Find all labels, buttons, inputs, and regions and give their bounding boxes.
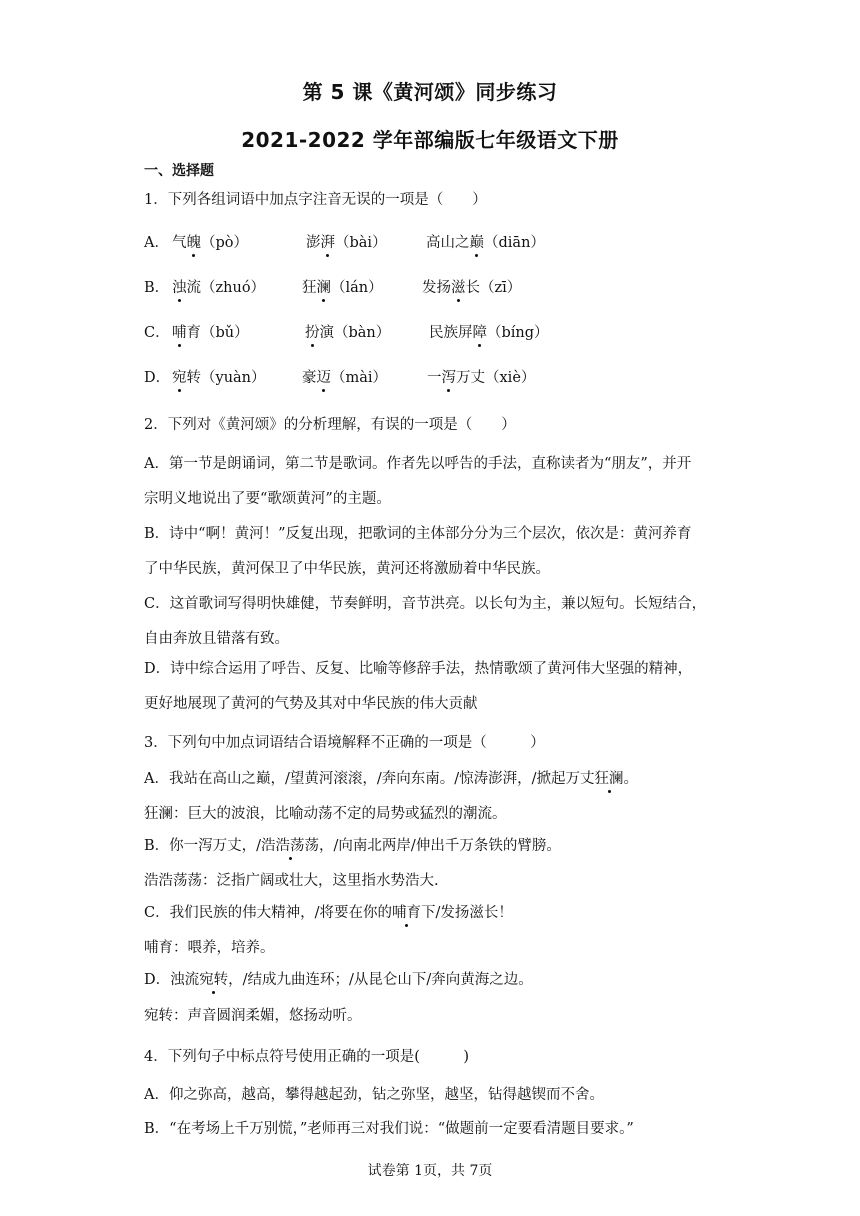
q3-d-dotted-word: 宛转 — [199, 972, 229, 988]
q1-c-word3: 民族屏障（bíng） — [429, 325, 549, 341]
q1-a-prefix: A． — [144, 235, 169, 251]
q2-stem: 2．下列对《黄河颂》的分析理解，有误的一项是（ ） — [144, 417, 516, 433]
q1-d-word3: 一泻万丈（xiè） — [427, 370, 536, 386]
q1-d-word2: 豪迈（mài） — [302, 370, 388, 386]
q1-c-word2: 扮演（bàn） — [305, 325, 391, 341]
q3-option-b: B．你一泻万丈，/浩浩荡荡，/向南北两岸/伸出千万条铁的臂膀。 — [144, 838, 561, 854]
q1-b-word2: 狂澜（lán） — [302, 280, 383, 296]
q3-a-dotted-word: 狂澜 — [594, 771, 624, 787]
q2-option-b-line2: 了中华民族，黄河保卫了中华民族，黄河还将激励着中华民族。 — [144, 561, 550, 577]
q1-a-word3: 高山之巅（diān） — [426, 235, 545, 251]
q3-b-dotted-word: 浩浩荡荡 — [261, 838, 320, 854]
q4-option-a: A．仰之弥高，越高，攀得越起劲，钻之弥坚，越坚，钻得越锲而不舍。 — [144, 1087, 604, 1103]
q4-option-b: B．“在考场上千万别慌，”老师再三对我们说：“做题前一定要看清题目要求。” — [144, 1121, 634, 1137]
q3-stem: 3．下列句中加点词语结合语境解释不正确的一项是（ ） — [144, 735, 545, 751]
q2-option-c-line2: 自由奔放且错落有致。 — [144, 631, 289, 647]
q1-stem: 1．下列各组词语中加点字注音无误的一项是（ ） — [144, 192, 487, 208]
q3-option-a-note: 狂澜：巨大的波浪，比喻动荡不定的局势或猛烈的潮流。 — [144, 806, 507, 822]
section-heading: 一、选择题 — [144, 163, 214, 179]
q3-c-dotted-word: 哺育 — [391, 905, 421, 921]
doc-title-line1: 第 5 课《黄河颂》同步练习 — [302, 80, 558, 104]
q1-c-word1: 哺育（bǔ） — [172, 325, 249, 341]
q1-b-prefix: B． — [144, 280, 170, 296]
q2-option-c-line1: C．这首歌词写得明快雄健，节奏鲜明，音节洪亮。以长句为主，兼以短句。长短结合， — [144, 596, 707, 612]
q3-option-d: D．浊流宛转，/结成九曲连环；/从昆仑山下/奔向黄海之边。 — [144, 972, 533, 988]
page-footer: 试卷第 1页，共 7页 — [367, 1163, 493, 1179]
q3-option-a: A．我站在高山之巅，/望黄河滚滚，/奔向东南。/惊涛澎湃，/掀起万丈狂澜。 — [144, 771, 639, 787]
q2-option-d-line2: 更好地展现了黄河的气势及其对中华民族的伟大贡献 — [144, 696, 478, 712]
q4-stem: 4．下列句子中标点符号使用正确的一项是( ) — [144, 1049, 470, 1065]
q2-option-a-line2: 宗明义地说出了要“歌颂黄河”的主题。 — [144, 491, 391, 507]
q1-c-prefix: C． — [144, 325, 170, 341]
q1-a-word1: 气魄（pò） — [172, 235, 249, 251]
q3-option-d-note: 宛转：声音圆润柔媚，悠扬动听。 — [144, 1008, 362, 1024]
q2-option-a-line1: A．第一节是朗诵词，第二节是歌词。作者先以呼告的手法，直称读者为“朋友”，并开 — [144, 456, 692, 472]
q2-option-d-line1: D．诗中综合运用了呼告、反复、比喻等修辞手法，热情歌颂了黄河伟大坚强的精神， — [144, 661, 693, 677]
q1-b-word1: 浊流（zhuó） — [172, 280, 266, 296]
q1-b-word3: 发扬滋长（zī） — [422, 280, 522, 296]
q1-d-word1: 宛转（yuàn） — [172, 370, 266, 386]
q1-d-prefix: D． — [144, 370, 171, 386]
q3-option-c: C．我们民族的伟大精神，/将要在你的哺育下/发扬滋长！ — [144, 905, 513, 921]
q2-option-b-line1: B．诗中“啊！黄河！”反复出现，把歌词的主体部分分为三个层次，依次是：黄河养育 — [144, 526, 692, 542]
q3-option-c-note: 哺育：喂养，培养。 — [144, 940, 275, 956]
q3-option-b-note: 浩浩荡荡：泛指广阔或壮大，这里指水势浩大. — [144, 873, 439, 889]
q1-a-word2: 澎湃（bài） — [306, 235, 387, 251]
doc-title-line2: 2021-2022 学年部编版七年级语文下册 — [241, 128, 619, 152]
